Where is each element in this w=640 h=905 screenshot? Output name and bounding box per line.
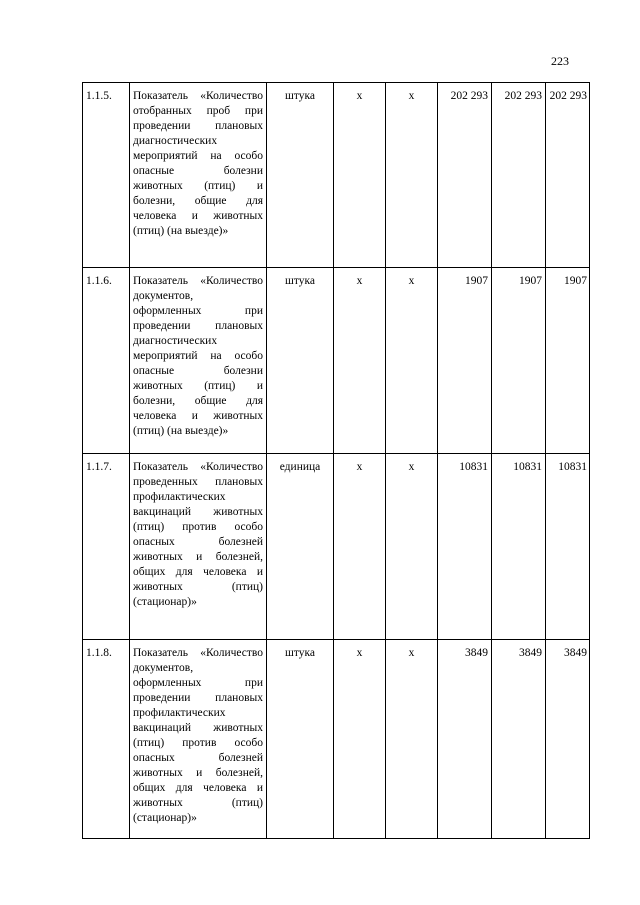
table-row	[83, 640, 590, 839]
unit-cell: штука	[267, 83, 334, 268]
value-cell: 1907	[438, 268, 492, 454]
page-number: 223	[551, 54, 569, 68]
value-cell: 202 293	[546, 83, 590, 268]
value-cell: x	[386, 268, 438, 454]
indicator-name-cell: Показатель «Количество документов, оформленных при проведении плановых диагностических мероприятий на особо опасные болезни животных (птиц) и болезни, общие для человека и животных (птиц) (на выезде)»	[130, 268, 267, 454]
value-cell: x	[334, 268, 386, 454]
unit-cell: единица	[267, 454, 334, 640]
unit-cell: штука	[267, 640, 334, 839]
value-cell: 1907	[492, 268, 546, 454]
value-cell: 10831	[546, 454, 590, 640]
table-row	[83, 454, 590, 640]
unit-cell: штука	[267, 268, 334, 454]
value-cell: x	[334, 640, 386, 839]
table-row	[83, 83, 590, 268]
row-number-cell: 1.1.5.	[83, 83, 130, 268]
value-cell: 10831	[438, 454, 492, 640]
value-cell: x	[386, 454, 438, 640]
table-row	[83, 268, 590, 454]
value-cell: x	[334, 83, 386, 268]
indicator-name-cell: Показатель «Количество проведенных плановых профилактических вакцинаций животных (птиц) против особо опасных болезней животных и болезней, общих для человека и животных (птиц) (стационар)»	[130, 454, 267, 640]
indicator-name-cell: Показатель «Количество документов, оформленных при проведении плановых профилактических вакцинаций животных (птиц) против особо опасных болезней животных и болезней, общих для человека и животных (птиц) (стационар)»	[130, 640, 267, 839]
value-cell: 3849	[438, 640, 492, 839]
value-cell: 3849	[492, 640, 546, 839]
row-number-cell: 1.1.7.	[83, 454, 130, 640]
value-cell: 202 293	[492, 83, 546, 268]
row-number-cell: 1.1.8.	[83, 640, 130, 839]
value-cell: x	[334, 454, 386, 640]
value-cell: 202 293	[438, 83, 492, 268]
value-cell: x	[386, 83, 438, 268]
value-cell: 3849	[546, 640, 590, 839]
value-cell: x	[386, 640, 438, 839]
value-cell: 10831	[492, 454, 546, 640]
indicator-name-cell: Показатель «Количество отобранных проб при проведении плановых диагностических мероприятий на особо опасные болезни животных (птиц) и болезни, общие для человека и животных (птиц) (на выезде)»	[130, 83, 267, 268]
indicators-table	[82, 82, 590, 839]
value-cell: 1907	[546, 268, 590, 454]
row-number-cell: 1.1.6.	[83, 268, 130, 454]
